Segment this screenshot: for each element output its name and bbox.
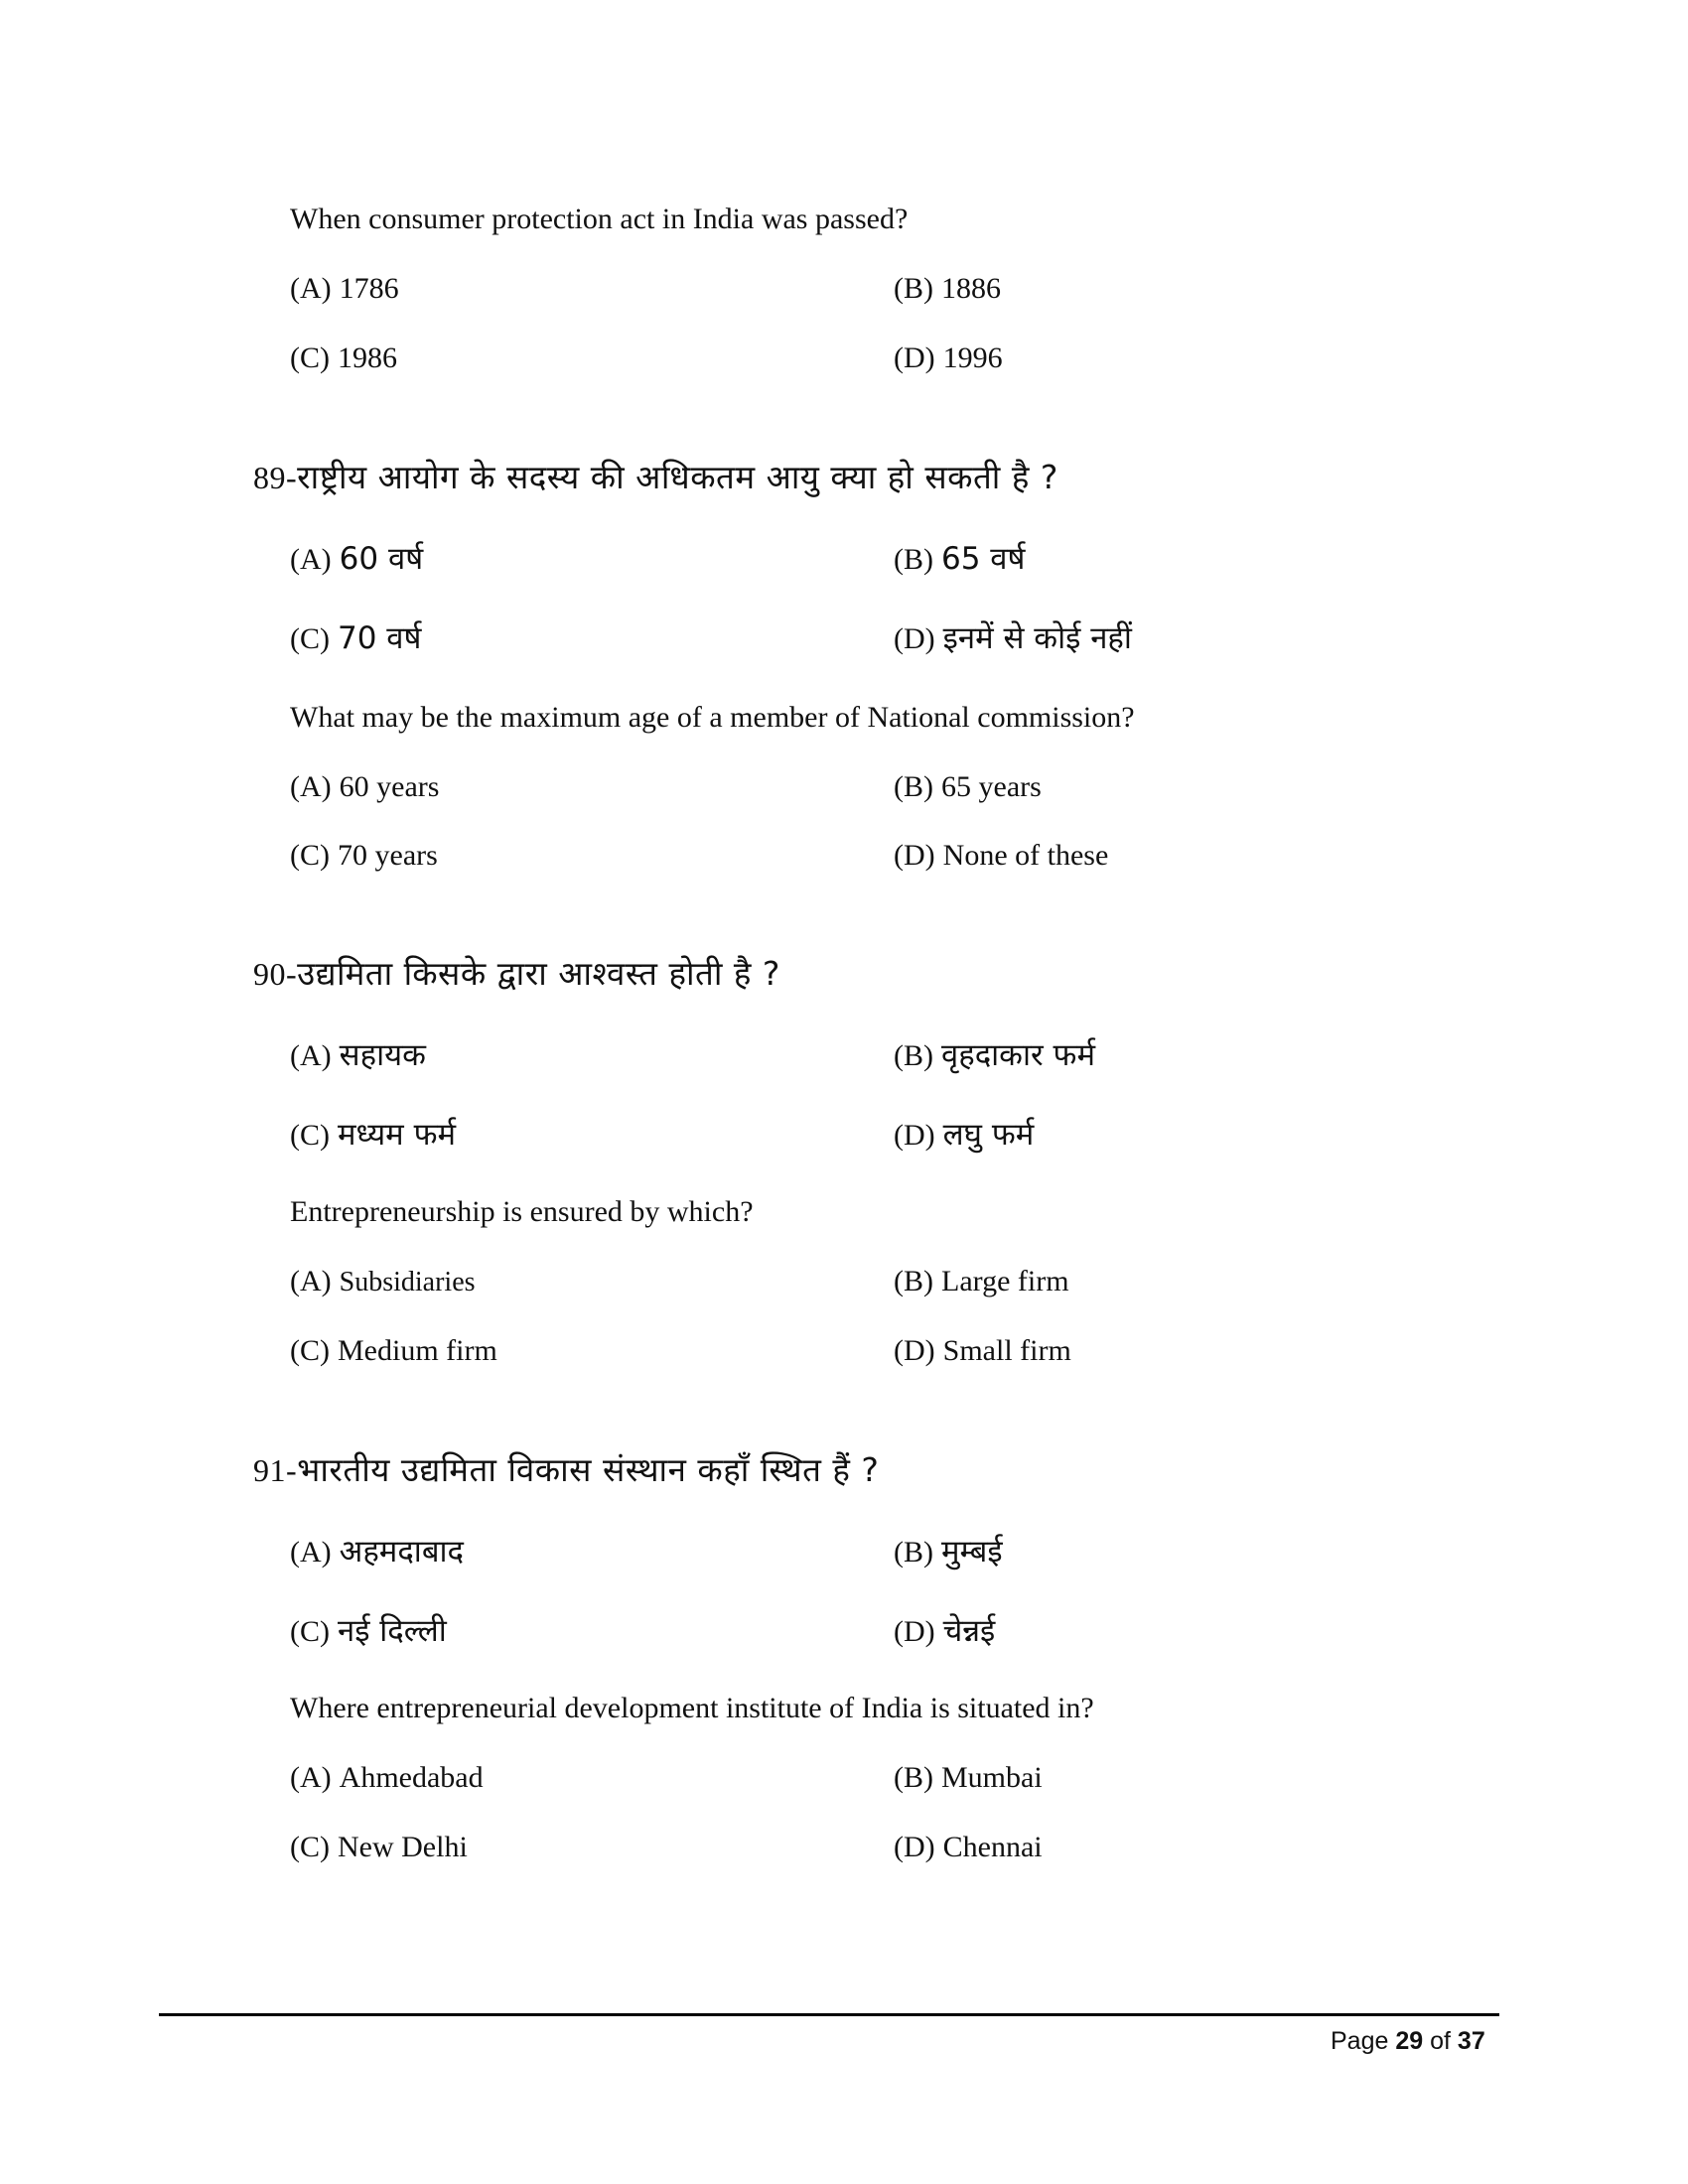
footer-divider	[159, 2013, 1499, 2016]
option-value: 1786	[339, 272, 399, 305]
question-89-option-b	[894, 772, 1042, 802]
option-value: चेन्नई	[942, 1613, 996, 1649]
option-label: (A)	[290, 1265, 332, 1297]
page-number	[1331, 2027, 1485, 2056]
option-label: (A)	[290, 272, 332, 305]
option-value: 70 years	[338, 839, 438, 872]
question-91-option-b	[894, 1763, 1043, 1793]
question-90-hindi-option-c	[290, 1117, 457, 1153]
page-word: Page	[1331, 2027, 1389, 2055]
option-value: 1996	[942, 341, 1003, 374]
option-label: (C)	[290, 341, 330, 374]
question-90-option-a	[290, 1267, 476, 1297]
question-91-hindi-option-c	[290, 1613, 447, 1649]
option-value: वृहदाकार फर्म	[941, 1037, 1095, 1073]
question-91-hindi-option-b	[894, 1534, 1003, 1570]
option-label: (D)	[894, 1334, 935, 1367]
option-label: (D)	[894, 341, 935, 374]
option-value: 70 वर्ष	[338, 620, 422, 656]
question-88-option-d	[894, 343, 1003, 373]
option-label: (D)	[894, 1615, 935, 1648]
option-label: (A)	[290, 1536, 332, 1569]
option-value: Small firm	[942, 1334, 1071, 1367]
option-value: 65 years	[941, 770, 1042, 803]
question-hindi-body: भारतीय उद्यमिता विकास संस्थान कहाँ स्थित हैं ?	[297, 1450, 880, 1489]
question-91-hindi-option-d	[894, 1613, 996, 1649]
option-label: (A)	[290, 543, 332, 576]
question-91-hindi-option-a	[290, 1534, 465, 1570]
option-value: 60 वर्ष	[339, 541, 424, 577]
option-value: Medium firm	[338, 1334, 497, 1367]
option-label: (D)	[894, 839, 935, 872]
question-89-option-d	[894, 841, 1108, 871]
option-value: Large firm	[941, 1265, 1069, 1297]
question-88-english-text: When consumer protection act in India was passed?	[290, 203, 909, 235]
question-89-hindi-option-b	[894, 541, 1026, 577]
question-89-option-c	[290, 841, 438, 871]
question-90-option-b	[894, 1267, 1069, 1297]
question-88-option-b	[894, 274, 1001, 304]
question-89-hindi-text	[253, 458, 1058, 496]
current-page: 29	[1395, 2027, 1424, 2055]
option-value: Subsidiaries	[339, 1267, 476, 1297]
option-value: 1986	[338, 341, 397, 374]
question-hindi-body: राष्ट्रीय आयोग के सदस्य की अधिकतम आयु क्या हो सकती है ?	[297, 458, 1058, 496]
option-value: नई दिल्ली	[338, 1613, 447, 1649]
question-91-hindi-text	[253, 1450, 880, 1489]
question-number: 89-	[253, 460, 298, 495]
option-label: (C)	[290, 839, 330, 872]
option-label: (B)	[894, 1761, 933, 1794]
question-90-english-text: Entrepreneurship is ensured by which?	[290, 1195, 754, 1228]
option-label: (A)	[290, 1761, 332, 1794]
option-label: (A)	[290, 1039, 332, 1072]
option-label: (C)	[290, 622, 330, 655]
option-label: (B)	[894, 770, 933, 803]
option-label: (D)	[894, 1119, 935, 1152]
of-word: of	[1430, 2027, 1451, 2055]
option-value: Ahmedabad	[339, 1761, 484, 1794]
option-label: (A)	[290, 770, 332, 803]
option-label: (B)	[894, 1265, 933, 1297]
option-label: (C)	[290, 1119, 330, 1152]
option-value: New Delhi	[338, 1831, 468, 1863]
question-89-hindi-option-c	[290, 620, 422, 656]
question-number: 90-	[253, 956, 298, 992]
option-label: (B)	[894, 543, 933, 576]
option-value: 60 years	[339, 770, 440, 803]
option-label: (C)	[290, 1831, 330, 1863]
option-label: (C)	[290, 1615, 330, 1648]
question-90-option-d	[894, 1336, 1071, 1366]
option-label: (D)	[894, 1831, 935, 1863]
question-hindi-body: उद्यमिता किसके द्वारा आश्वस्त होती है ?	[297, 954, 780, 993]
option-label: (B)	[894, 272, 933, 305]
option-value: None of these	[942, 839, 1109, 872]
question-89-english-text: What may be the maximum age of a member of National commission?	[290, 701, 1135, 734]
question-91-option-a	[290, 1763, 484, 1793]
question-90-hindi-option-b	[894, 1037, 1095, 1073]
option-value: मुम्बई	[941, 1534, 1003, 1570]
option-label: (D)	[894, 622, 935, 655]
total-pages: 37	[1457, 2027, 1485, 2055]
question-91-option-c	[290, 1833, 468, 1862]
question-90-hindi-option-a	[290, 1037, 426, 1073]
question-91-option-d	[894, 1833, 1043, 1862]
question-88-option-c	[290, 343, 397, 373]
option-label: (B)	[894, 1039, 933, 1072]
option-value: 65 वर्ष	[941, 541, 1026, 577]
option-value: अहमदाबाद	[339, 1534, 465, 1570]
question-88-option-a	[290, 274, 399, 304]
question-89-option-a	[290, 772, 439, 802]
option-value: Mumbai	[941, 1761, 1043, 1794]
question-number: 91-	[253, 1452, 298, 1488]
question-91-english-text: Where entrepreneurial development institute of India is situated in?	[290, 1692, 1094, 1724]
option-value: Chennai	[942, 1831, 1043, 1863]
option-value: सहायक	[339, 1037, 426, 1073]
option-label: (C)	[290, 1334, 330, 1367]
question-90-option-c	[290, 1336, 497, 1366]
option-label: (B)	[894, 1536, 933, 1569]
option-value: 1886	[941, 272, 1001, 305]
question-89-hindi-option-d	[894, 620, 1132, 656]
option-value: इनमें से कोई नहीं	[942, 620, 1132, 656]
option-value: मध्यम फर्म	[338, 1117, 457, 1153]
option-value: लघु फर्म	[942, 1117, 1035, 1153]
question-89-hindi-option-a	[290, 541, 424, 577]
question-90-hindi-text	[253, 954, 780, 993]
question-90-hindi-option-d	[894, 1117, 1035, 1153]
